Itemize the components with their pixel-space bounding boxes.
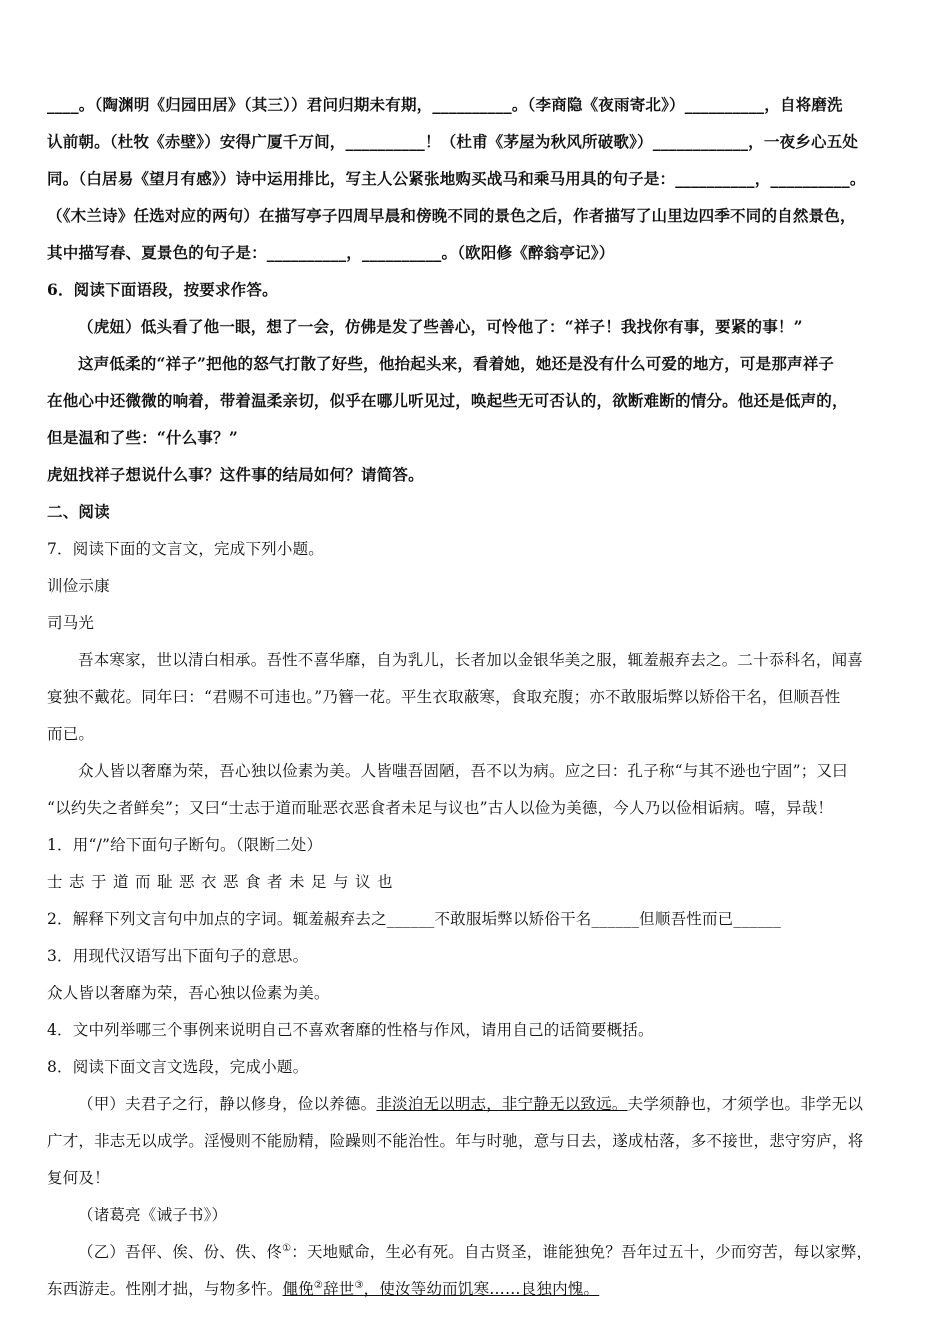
question-8-jia-source: （诸葛亮《诫子书》） (78, 1206, 228, 1224)
question-8-jia-line-1: （甲）夫君子之行，静以修身，俭以养德。非淡泊无以明志，非宁静无以致远。夫学须静也，才须学也。非学无以 (78, 1095, 864, 1113)
question-8-title: 8．阅读下面文言文选段，完成小题。 (47, 1058, 309, 1076)
question-7-title: 7．阅读下面的文言文，完成下列小题。 (47, 540, 324, 558)
question-6-paragraph-2-line-1: 这声低柔的“祥子”把他的怒气打散了好些，他抬起头来，看着她，她还是没有什么可爱的地方，可是那声祥子 (78, 354, 835, 373)
fill-blank-line-4: （《木兰诗》任选对应的两句）在描写亭子四周早晨和傍晚不同的景色之后，作者描写了山里边四季不同的自然景色， (47, 206, 856, 225)
question-6-title: 6．阅读下面语段，按要求作答。 (47, 280, 278, 299)
question-7-sub-4: 4．文中列举哪三个事例来说明自己不喜欢奢靡的性格与作风，请用自己的话简要概括。 (47, 1021, 654, 1039)
fill-blank-line-5: 其中描写春、夏景色的句子是：__________，__________。（欧阳修《醉翁亭记》） (47, 243, 615, 262)
question-7-text-title: 训俭示康 (47, 577, 110, 595)
question-8-jia-line-2: 广才，非志无以成学。淫慢则不能励精，险躁则不能治性。年与时驰，意与日去，遂成枯落，多不接世，悲守穷庐，将 (47, 1132, 864, 1150)
question-7-sub-3-sentence: 众人皆以奢靡为荣，吾心独以俭素为美。 (47, 984, 330, 1002)
question-8-yi-line-2: 东西游走。性刚才拙，与物多忤。僶俛②辞世③，使汝等幼而饥寒……良独内愧。 (47, 1279, 600, 1298)
question-7-paragraph-2-line-1: 众人皆以奢靡为荣，吾心独以俭素为美。人皆嗤吾固陋，吾不以为病。应之曰：孔子称“与其不逊也宁固”；又曰 (78, 762, 848, 780)
question-7-paragraph-2-line-2: “以约失之者鲜矣”；又曰“士志于道而耻恶衣恶食者未足与议也”古人以俭为美德，今人乃以俭相诟病。嘻，异哉！ (47, 799, 834, 817)
question-7-sub-1-sentence: 士志于道而耻恶衣恶食者未足与议也 (47, 873, 400, 891)
footnote-marker-3: ③ (354, 1279, 364, 1291)
question-7-sub-2: 2．解释下列文言句中加点的字词。辄羞赧弃去之______不敢服垢弊以矫俗干名______但顺吾性而已______ (47, 910, 782, 928)
section-2-heading: 二、阅读 (47, 502, 110, 521)
question-8-yi-line-1: （乙）吾伻、俟、份、佚、佟①：天地赋命，生必有死。自古贤圣，谁能独免？吾年过五十，少而穷苦，每以家弊， (78, 1242, 873, 1261)
footnote-marker-1: ① (282, 1242, 292, 1254)
document-page (47, 94, 909, 1315)
question-7-sub-1: 1．用“/”给下面句子断句。（限断二处） (47, 836, 323, 854)
question-6-paragraph-2-line-3: 但是温和了些：“什么事？” (47, 428, 238, 447)
fill-blank-line-3: 同。（白居易《望月有感》）诗中运用排比，写主人公紧张地购买战马和乘马用具的句子是：__________，__________。 (47, 169, 866, 188)
question-7-paragraph-1-line-3: 而已。 (47, 725, 95, 743)
question-6-paragraph-1: （虎妞）低头看了他一眼，想了一会，仿佛是发了些善心，可怜他了：“祥子！我找你有事，要紧的事！” (78, 317, 803, 336)
fill-blank-line-1: ____。（陶渊明《归园田居》（其三））君问归期未有期，__________。（李商隐《夜雨寄北》）__________，自将磨洗 (47, 95, 843, 114)
question-7-paragraph-1-line-2: 宴独不戴花。同年曰：“君赐不可违也。”乃簪一花。平生衣取蔽寒，食取充腹；亦不敢服垢弊以矫俗干名，但顺吾性 (47, 688, 841, 706)
question-7-paragraph-1-line-1: 吾本寒家，世以清白相承。吾性不喜华靡，自为乳儿，长者加以金银华美之服，辄羞赧弃去之。二十忝科名，闻喜 (78, 651, 864, 669)
footnote-marker-2: ② (313, 1279, 324, 1291)
underlined-sentence: 非淡泊无以明志，非宁静无以致远。 (376, 1095, 628, 1113)
question-6-paragraph-2-line-2: 在他心中还微微的响着，带着温柔亲切，似乎在哪儿听见过，唤起些无可否认的，欲断难断的情分。他还是低声的， (47, 391, 848, 410)
question-8-jia-line-3: 复何及！ (47, 1169, 110, 1187)
question-6-prompt: 虎妞找祥子想说什么事？这件事的结局如何？请简答。 (47, 465, 424, 484)
underlined-sentence: 僶俛②辞世③，使汝等幼而饥寒……良独内愧。 (282, 1279, 600, 1298)
question-7-author: 司马光 (47, 614, 95, 632)
question-7-sub-3: 3．用现代汉语写出下面句子的意思。 (47, 947, 309, 965)
fill-blank-line-2: 认前朝。（杜牧《赤壁》）安得广厦千万间，__________！（杜甫《茅屋为秋风所破歌》）____________，一夜乡心五处 (47, 132, 859, 151)
